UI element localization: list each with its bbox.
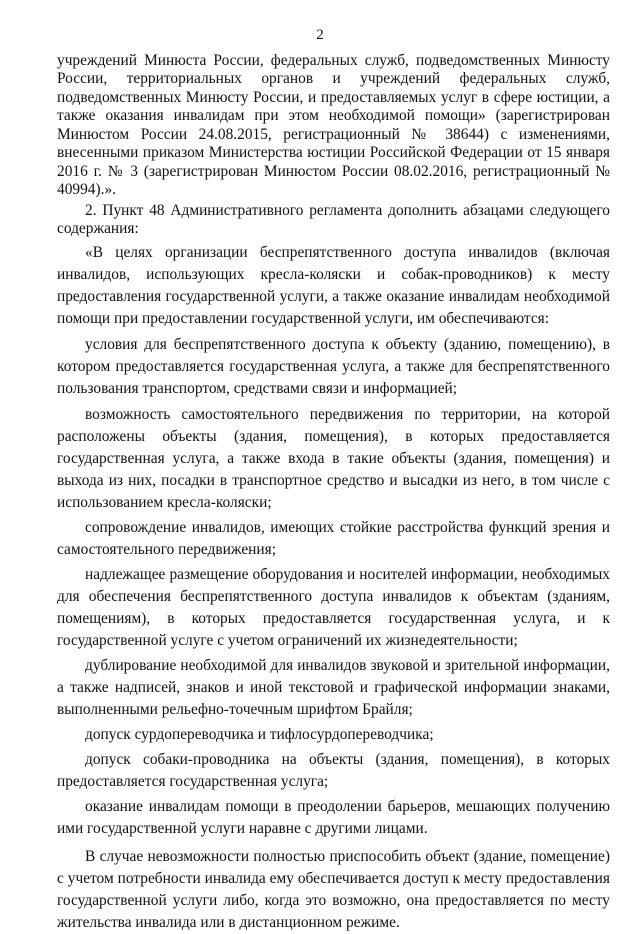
paragraph-independent-movement: возможность самостоятельного передвижения по территории, на которой расположены объекты (здания, помещения), в которых предоставляется государственная услуга, а также входа в такие объекты (здания, помещения) и выхода из них, посадки в транспортное средство и высадки из него, в том числе с использованием кресла-коляски; (57, 405, 610, 511)
paragraph-equipment-placement: надлежащее размещение оборудования и носителей информации, необходимых для обеспечения беспрепятственного доступа инвалидов к объектам (зданиям, помещениям), в которых предоставляется государственная услуга, и к государственной услуге с учетом ограничений их жизнедеятельности; (57, 565, 610, 649)
paragraph-continuation: учреждений Минюста России, федеральных служб, подведомственных Минюсту России, территориальных органов и учреждений федеральных служб, подведомственных Минюсту России, и предоставляемых услуг в сфере юстиции, а также оказания инвалидам при этом необходимой помощи» (зарегистрирован Минюстом России 24.08.2015, регистрационный № 38644) с изменениями, внесенными приказом Министерства юстиции Российской Федерации от 15 января 2016 г. № 3 (зарегистрирован Минюстом России 08.02.2016, регистрационный № 40994).». (57, 52, 610, 199)
paragraph-quote-intro: «В целях организации беспрепятственного доступа инвалидов (включая инвалидов, использующих кресла-коляски и собак-проводников) к месту предоставления государственной услуги, а также оказание инвалидам необходимой помощи при предоставлении государственной услуги, им обеспечиваются: (57, 243, 610, 327)
paragraph-access-conditions: условия для беспрепятственного доступа к объекту (зданию, помещению), в котором предоставляется государственная услуга, а также для беспрепятственного пользования транспортом, средствами связи и информацией; (57, 335, 610, 397)
paragraph-guide-dog: допуск собаки-проводника на объекты (здания, помещения), в которых предоставляется государственная услуга; (57, 750, 610, 790)
paragraph-item-2: 2. Пункт 48 Административного регламента дополнить абзацами следующего содержания: (57, 201, 610, 238)
paragraph-duplication: дублирование необходимой для инвалидов звуковой и зрительной информации, а также надписей, знаков и иной текстовой и графической информации знаками, выполненными рельефно-точечным шрифтом Брайля; (57, 656, 610, 718)
paragraph-assistance: оказание инвалидам помощи в преодолении барьеров, мешающих получению ими государственной услуги наравне с другими лицами. (57, 797, 610, 837)
paragraph-escort: сопровождение инвалидов, имеющих стойкие расстройства функций зрения и самостоятельного передвижения; (57, 518, 610, 558)
page-number: 2 (316, 27, 324, 43)
paragraph-remote-service: В случае невозможности полностью приспособить объект (здание, помещение) с учетом потребности инвалида ему обеспечивается доступ к месту предоставления государственной услуги либо, когда это возможно, она предоставляется по месту жительства инвалида или в дистанционном режиме. (57, 847, 610, 931)
document-body (57, 52, 610, 934)
paragraph-sign-interpreter: допуск сурдопереводчика и тифлосурдопереводчика; (85, 725, 434, 743)
